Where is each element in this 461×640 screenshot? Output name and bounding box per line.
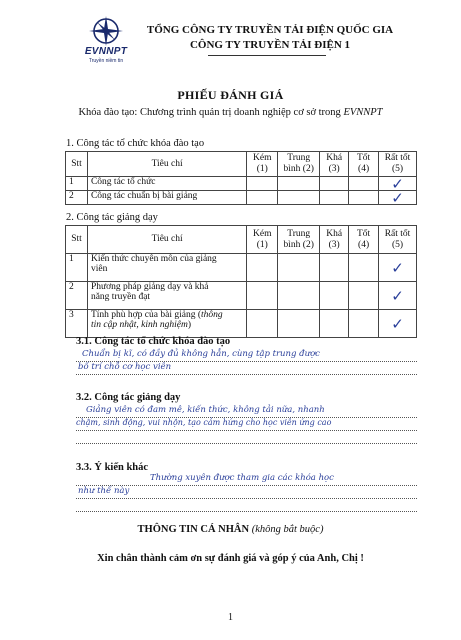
comment-32-title: 3.2. Công tác giảng dạy bbox=[76, 392, 181, 403]
header-excellent: Rất tốt (5) bbox=[379, 226, 417, 254]
rating-cell[interactable] bbox=[247, 191, 278, 205]
header-underline bbox=[208, 55, 326, 56]
rating-cell[interactable] bbox=[320, 254, 349, 282]
rating-cell[interactable] bbox=[247, 177, 278, 191]
criteria-line: năng truyền đạt bbox=[90, 292, 151, 302]
lightning-star-icon bbox=[89, 16, 123, 46]
logo-brand: EVNNPT bbox=[84, 46, 128, 57]
rating-cell[interactable] bbox=[320, 191, 349, 205]
rating-cell[interactable] bbox=[349, 191, 379, 205]
section2-title: 2. Công tác giảng dạy bbox=[66, 212, 158, 223]
comment-33-line1[interactable]: Thường xuyên được tham gia các khóa học bbox=[150, 473, 334, 483]
logo-tagline: Truyền niềm tin bbox=[88, 58, 124, 64]
header-poor: Kém (1) bbox=[247, 226, 278, 254]
dotted-line bbox=[76, 498, 417, 499]
row-criteria bbox=[87, 310, 246, 338]
header-good: Tốt (4) bbox=[349, 226, 379, 254]
form-title: PHIẾU ĐÁNH GIÁ bbox=[177, 88, 284, 102]
rating-cell[interactable] bbox=[349, 282, 379, 310]
rating-cell[interactable] bbox=[278, 191, 320, 205]
thanks-text: Xin chân thành cảm ơn sự đánh giá và góp ý của Anh, Chị ! bbox=[97, 553, 364, 564]
dotted-line bbox=[76, 374, 417, 375]
header-poor: Kém (1) bbox=[247, 152, 278, 177]
checkmark-icon[interactable]: ✓ bbox=[379, 254, 417, 282]
comment-31-line1[interactable]: Chuẩn bị kĩ, có đầy đủ không hẳn, cùng tập trung được bbox=[82, 349, 320, 359]
criteria-line: Phương pháp giảng dạy và khả bbox=[90, 282, 209, 292]
header-good: Tốt (4) bbox=[349, 152, 379, 177]
criteria-line: tin cập nhật, kinh nghiệm bbox=[90, 320, 188, 330]
table-row bbox=[66, 254, 417, 282]
table-row bbox=[66, 191, 417, 205]
comment-31-line2[interactable]: bố trí chỗ cơ học viên bbox=[78, 362, 172, 372]
row-stt: 1 bbox=[66, 254, 88, 282]
header-stt: Stt bbox=[66, 152, 88, 177]
header-average: Trung bình (2) bbox=[278, 152, 320, 177]
row-criteria bbox=[87, 254, 246, 282]
row-stt: 3 bbox=[66, 310, 88, 338]
header-criteria: Tiêu chí bbox=[87, 226, 246, 254]
comment-32-line1[interactable]: Giảng viên có đam mê, kiến thức, không tải nữa, nhanh bbox=[86, 405, 325, 415]
rating-cell[interactable] bbox=[349, 310, 379, 338]
table-row bbox=[66, 282, 417, 310]
criteria-line: Kiến thức chuyên môn của giảng bbox=[90, 254, 217, 264]
personal-info-heading: THÔNG TIN CÁ NHÂN bbox=[137, 524, 250, 535]
header-criteria: Tiêu chí bbox=[87, 152, 246, 177]
personal-info-title bbox=[0, 524, 461, 535]
dotted-line bbox=[76, 511, 417, 512]
course-title: EVNNPT bbox=[343, 107, 383, 118]
comment-33-title: 3.3. Ý kiến khác bbox=[76, 462, 149, 473]
criteria-italic: thông bbox=[201, 310, 223, 320]
header-average: Trung bình (2) bbox=[278, 226, 320, 254]
rating-cell[interactable] bbox=[247, 282, 278, 310]
rating-cell[interactable] bbox=[320, 310, 349, 338]
page-number: 1 bbox=[228, 612, 233, 623]
rating-cell[interactable] bbox=[247, 254, 278, 282]
table-header-row bbox=[66, 226, 417, 254]
row-criteria: Công tác tổ chức bbox=[87, 177, 246, 191]
row-criteria bbox=[87, 282, 246, 310]
header-stt: Stt bbox=[66, 226, 88, 254]
criteria-close: ) bbox=[187, 320, 191, 330]
rating-cell[interactable] bbox=[349, 254, 379, 282]
course-name bbox=[0, 107, 461, 118]
rating-cell[interactable] bbox=[320, 282, 349, 310]
rating-cell[interactable] bbox=[247, 310, 278, 338]
dotted-line bbox=[76, 430, 417, 431]
row-stt: 2 bbox=[66, 191, 88, 205]
org-line-1: TỔNG CÔNG TY TRUYỀN TẢI ĐIỆN QUỐC GIA bbox=[146, 24, 394, 36]
table-row bbox=[66, 177, 417, 191]
dotted-line bbox=[76, 443, 417, 444]
criteria-line: Tính phù hợp của bài giảng ( bbox=[90, 310, 201, 320]
evnnpt-logo bbox=[76, 16, 136, 64]
course-prefix: Khóa đào tạo: Chương trình quản trị doanh nghiệp cơ sở trong bbox=[78, 107, 344, 118]
rating-cell[interactable] bbox=[278, 254, 320, 282]
org-line-2: CÔNG TY TRUYỀN TẢI ĐIỆN 1 bbox=[189, 39, 351, 51]
comment-31-title: 3.1. Công tác tổ chức khóa đào tạo bbox=[76, 336, 231, 347]
row-criteria: Công tác chuẩn bị bài giảng bbox=[87, 191, 246, 205]
table-row bbox=[66, 310, 417, 338]
rating-cell[interactable] bbox=[320, 177, 349, 191]
row-stt: 2 bbox=[66, 282, 88, 310]
criteria-line: viên bbox=[90, 264, 108, 274]
rating-cell[interactable] bbox=[278, 310, 320, 338]
checkmark-icon[interactable]: ✓ bbox=[379, 310, 417, 338]
comment-32-line2[interactable]: chậm, sinh động, vui nhộn, tạo cảm hứng cho học viên ứng cao bbox=[76, 418, 332, 427]
checkmark-icon[interactable]: ✓ bbox=[379, 191, 417, 205]
header-excellent: Rất tốt (5) bbox=[379, 152, 417, 177]
rating-cell[interactable] bbox=[278, 282, 320, 310]
table-header-row bbox=[66, 152, 417, 177]
section1-table bbox=[65, 151, 417, 205]
rating-cell[interactable] bbox=[349, 177, 379, 191]
comment-33-line2[interactable]: như thế này bbox=[78, 486, 130, 496]
section2-table bbox=[65, 225, 417, 338]
row-stt: 1 bbox=[66, 177, 88, 191]
rating-cell[interactable] bbox=[278, 177, 320, 191]
checkmark-icon[interactable]: ✓ bbox=[379, 177, 417, 191]
personal-info-note: (không bắt buộc) bbox=[251, 524, 324, 535]
checkmark-icon[interactable]: ✓ bbox=[379, 282, 417, 310]
section1-title: 1. Công tác tổ chức khóa đào tạo bbox=[66, 138, 205, 149]
header-fair: Khá (3) bbox=[320, 152, 349, 177]
header-fair: Khá (3) bbox=[320, 226, 349, 254]
